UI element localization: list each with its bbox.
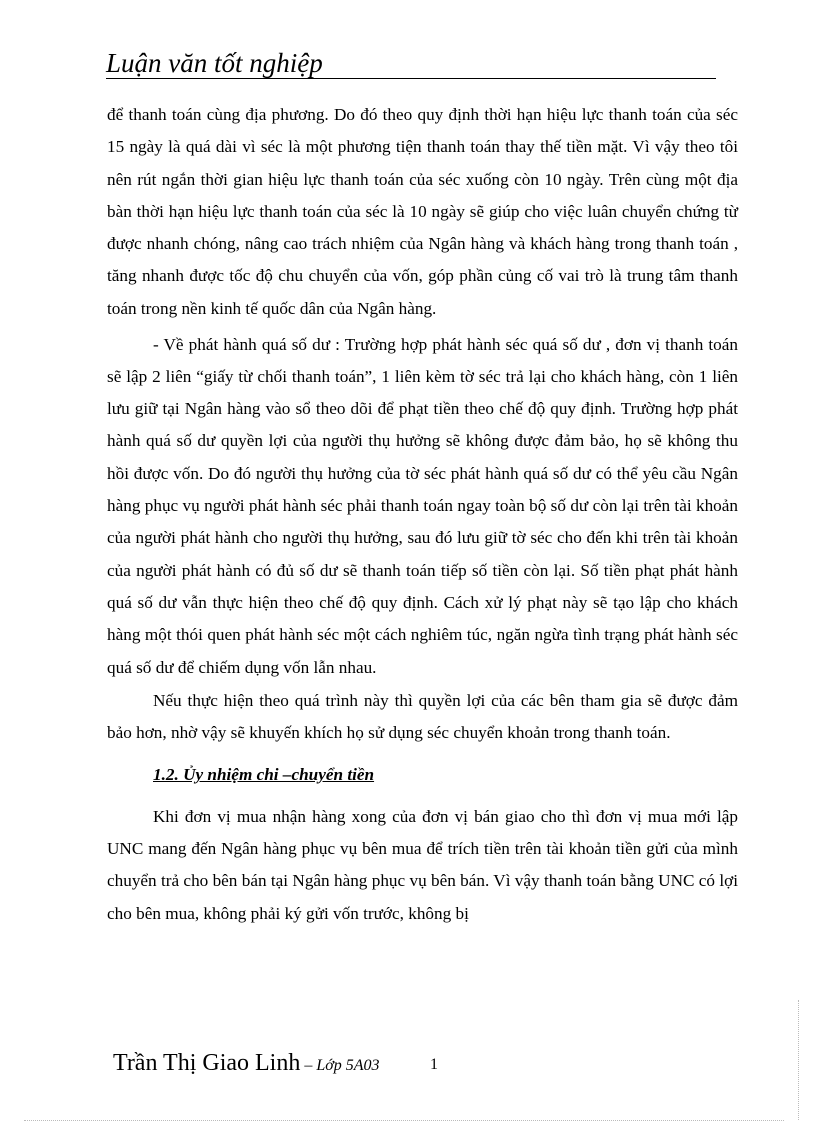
- page-right-edge: [798, 1000, 799, 1120]
- paragraph-payment-order: Khi đơn vị mua nhận hàng xong của đơn vị bán giao cho thì đơn vị mua mới lập UNC mang đến Ngân hàng phục vụ bên mua để trích tiền trên tài khoản tiền gửi của mình chuyển trả cho bên bán tại Ngân hàng phục vụ bên bán. Vì vậy thanh toán bằng UNC có lợi cho bên mua, không phải ký gửi vốn trước, không bị: [107, 806, 738, 923]
- paragraph-overdraft: - Về phát hành quá số dư : Trường hợp phát hành séc quá số dư , đơn vị thanh toán sẽ lập 2 liên “giấy từ chối thanh toán”, 1 liên kèm tờ séc trả lại cho khách hàng, còn 1 liên lưu giữ tại Ngân hàng vào sổ theo dõi để phạt tiền theo chế độ quy định. Trường hợp phát hành quá số dư quyền lợi của người thụ hưởng sẽ không được đảm bảo, họ sẽ không thu hồi được vốn. Do đó người thụ hưởng của tờ séc phát hành quá số dư có thể yêu cầu Ngân hàng phục vụ người phát hành séc phải thanh toán ngay toàn bộ số dư còn lại trên tài khoản của người phát hành cho người thụ hưởng, sau đó lưu giữ tờ séc cho đến khi trên tài khoản của người phát hành có đủ số dư sẽ thanh toán tiếp số tiền còn lại. Số tiền phạt phát hành quá số dư vẫn thực hiện theo chế độ quy định. Cách xử lý phạt này sẽ tạo lập cho khách hàng một thói quen phát hành séc một cách nghiêm túc, ngăn ngừa tình trạng phát hành séc quá số dư để chiếm dụng vốn lẫn nhau.: [107, 334, 738, 677]
- footer-author: Trần Thị Giao Linh: [113, 1050, 301, 1076]
- page-number: 1: [430, 1056, 438, 1073]
- footer-class: – Lớp 5A03: [304, 1057, 380, 1074]
- document-body: [107, 99, 738, 930]
- document-header-title: Luận văn tốt nghiệp: [106, 48, 323, 78]
- paragraph-continuation: để thanh toán cùng địa phương. Do đó theo quy định thời hạn hiệu lực thanh toán của séc 15 ngày là quá dài vì séc là một phương tiện thanh toán thay thế tiền mặt. Vì vậy theo tôi nên rút ngắn thời gian hiệu lực thanh toán của séc xuống còn 10 ngày. Trên cùng một địa bàn thời hạn hiệu lực thanh toán của séc là 10 ngày sẽ giúp cho việc luân chuyển chứng từ được nhanh chóng, nâng cao trách nhiệm của Ngân hàng và khách hàng trong thanh toán , tăng nhanh được tốc độ chu chuyển của vốn, góp phần củng cố vai trò là trung tâm thanh toán trong nền kinh tế quốc dân của Ngân hàng.: [107, 105, 738, 318]
- header-divider: [106, 78, 716, 79]
- paragraph-conclusion: Nếu thực hiện theo quá trình này thì quyền lợi của các bên tham gia sẽ được đảm bảo hơn, nhờ vậy sẽ khuyến khích họ sử dụng séc chuyển khoản trong thanh toán.: [107, 690, 738, 743]
- page-footer: [113, 1050, 380, 1077]
- section-heading: 1.2. Ủy nhiệm chi –chuyển tiền: [153, 765, 375, 785]
- page-bottom-edge: [24, 1120, 784, 1121]
